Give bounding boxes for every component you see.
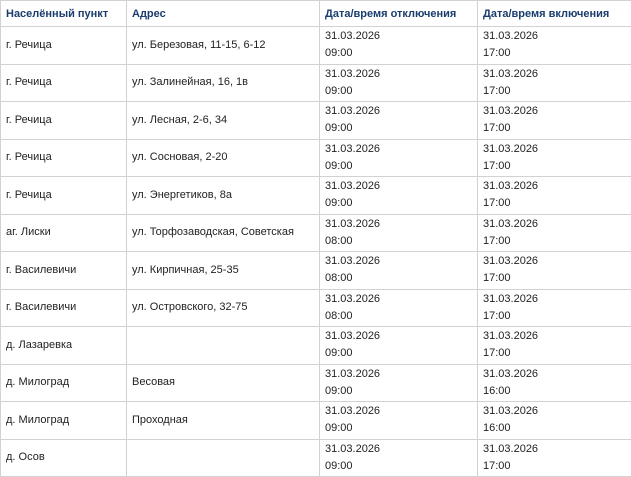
- off-date: 31.03.2026: [325, 66, 477, 83]
- on-date: 31.03.2026: [483, 141, 631, 158]
- cell-address: ул. Сосновая, 2-20: [127, 139, 320, 177]
- on-time: 16:00: [483, 383, 631, 400]
- off-time: 09:00: [325, 195, 477, 212]
- off-date: 31.03.2026: [325, 178, 477, 195]
- off-date: 31.03.2026: [325, 103, 477, 120]
- header-settlement: Населённый пункт: [1, 1, 127, 27]
- cell-off-datetime: [320, 252, 478, 290]
- table-row: [1, 252, 631, 290]
- table-row: [1, 64, 631, 102]
- on-date: 31.03.2026: [483, 216, 631, 233]
- cell-address: ул. Лесная, 2-6, 34: [127, 102, 320, 140]
- table-row: [1, 289, 631, 327]
- cell-off-datetime: [320, 214, 478, 252]
- off-time: 08:00: [325, 233, 477, 250]
- off-date: 31.03.2026: [325, 366, 477, 383]
- cell-on-datetime: [478, 439, 631, 477]
- cell-settlement: г. Речица: [1, 64, 127, 102]
- on-date: 31.03.2026: [483, 66, 631, 83]
- cell-address: ул. Энергетиков, 8а: [127, 177, 320, 215]
- table-body: [1, 27, 631, 477]
- cell-on-datetime: [478, 64, 631, 102]
- on-time: 17:00: [483, 195, 631, 212]
- header-address: Адрес: [127, 1, 320, 27]
- table-row: [1, 439, 631, 477]
- table-header-row: [1, 1, 631, 27]
- on-time: 17:00: [483, 308, 631, 325]
- cell-address: Весовая: [127, 364, 320, 402]
- cell-address: [127, 439, 320, 477]
- cell-off-datetime: [320, 64, 478, 102]
- cell-on-datetime: [478, 364, 631, 402]
- on-date: 31.03.2026: [483, 328, 631, 345]
- off-date: 31.03.2026: [325, 291, 477, 308]
- cell-on-datetime: [478, 327, 631, 365]
- cell-settlement: аг. Лиски: [1, 214, 127, 252]
- cell-address: [127, 327, 320, 365]
- off-date: 31.03.2026: [325, 28, 477, 45]
- on-date: 31.03.2026: [483, 403, 631, 420]
- cell-off-datetime: [320, 439, 478, 477]
- table-row: [1, 177, 631, 215]
- cell-off-datetime: [320, 177, 478, 215]
- cell-address: ул. Кирпичная, 25-35: [127, 252, 320, 290]
- on-time: 17:00: [483, 233, 631, 250]
- cell-on-datetime: [478, 102, 631, 140]
- on-time: 17:00: [483, 45, 631, 62]
- cell-off-datetime: [320, 364, 478, 402]
- cell-on-datetime: [478, 402, 631, 440]
- on-date: 31.03.2026: [483, 366, 631, 383]
- cell-off-datetime: [320, 139, 478, 177]
- cell-off-datetime: [320, 327, 478, 365]
- cell-off-datetime: [320, 289, 478, 327]
- cell-settlement: г. Речица: [1, 102, 127, 140]
- cell-settlement: г. Речица: [1, 27, 127, 65]
- cell-on-datetime: [478, 177, 631, 215]
- off-time: 08:00: [325, 308, 477, 325]
- cell-settlement: д. Лазаревка: [1, 327, 127, 365]
- off-date: 31.03.2026: [325, 253, 477, 270]
- off-time: 09:00: [325, 83, 477, 100]
- cell-settlement: г. Речица: [1, 139, 127, 177]
- cell-settlement: г. Василевичи: [1, 289, 127, 327]
- cell-settlement: г. Василевичи: [1, 252, 127, 290]
- on-time: 17:00: [483, 345, 631, 362]
- off-date: 31.03.2026: [325, 328, 477, 345]
- cell-settlement: г. Речица: [1, 177, 127, 215]
- cell-address: ул. Залинейная, 16, 1в: [127, 64, 320, 102]
- header-off-time: Дата/время отключения: [320, 1, 478, 27]
- header-on-time: Дата/время включения: [478, 1, 631, 27]
- off-time: 09:00: [325, 158, 477, 175]
- on-date: 31.03.2026: [483, 178, 631, 195]
- on-date: 31.03.2026: [483, 28, 631, 45]
- cell-on-datetime: [478, 289, 631, 327]
- off-date: 31.03.2026: [325, 403, 477, 420]
- cell-on-datetime: [478, 214, 631, 252]
- cell-off-datetime: [320, 102, 478, 140]
- off-date: 31.03.2026: [325, 216, 477, 233]
- cell-settlement: д. Милоград: [1, 402, 127, 440]
- on-time: 17:00: [483, 120, 631, 137]
- cell-off-datetime: [320, 27, 478, 65]
- cell-address: ул. Островского, 32-75: [127, 289, 320, 327]
- off-time: 09:00: [325, 420, 477, 437]
- cell-settlement: д. Милоград: [1, 364, 127, 402]
- off-time: 09:00: [325, 383, 477, 400]
- cell-address: ул. Березовая, 11-15, 6-12: [127, 27, 320, 65]
- off-date: 31.03.2026: [325, 141, 477, 158]
- table-row: [1, 139, 631, 177]
- cell-on-datetime: [478, 252, 631, 290]
- off-time: 09:00: [325, 345, 477, 362]
- table-row: [1, 402, 631, 440]
- table-row: [1, 27, 631, 65]
- off-date: 31.03.2026: [325, 441, 477, 458]
- cell-address: ул. Торфозаводская, Советская: [127, 214, 320, 252]
- cell-address: Проходная: [127, 402, 320, 440]
- on-time: 16:00: [483, 420, 631, 437]
- on-time: 17:00: [483, 83, 631, 100]
- table-row: [1, 327, 631, 365]
- cell-off-datetime: [320, 402, 478, 440]
- on-time: 17:00: [483, 458, 631, 475]
- off-time: 09:00: [325, 120, 477, 137]
- table-row: [1, 102, 631, 140]
- off-time: 09:00: [325, 458, 477, 475]
- on-date: 31.03.2026: [483, 103, 631, 120]
- table-row: [1, 364, 631, 402]
- cell-on-datetime: [478, 27, 631, 65]
- on-date: 31.03.2026: [483, 291, 631, 308]
- on-time: 17:00: [483, 158, 631, 175]
- on-time: 17:00: [483, 270, 631, 287]
- off-time: 08:00: [325, 270, 477, 287]
- cell-on-datetime: [478, 139, 631, 177]
- off-time: 09:00: [325, 45, 477, 62]
- on-date: 31.03.2026: [483, 441, 631, 458]
- cell-settlement: д. Осов: [1, 439, 127, 477]
- on-date: 31.03.2026: [483, 253, 631, 270]
- table-row: [1, 214, 631, 252]
